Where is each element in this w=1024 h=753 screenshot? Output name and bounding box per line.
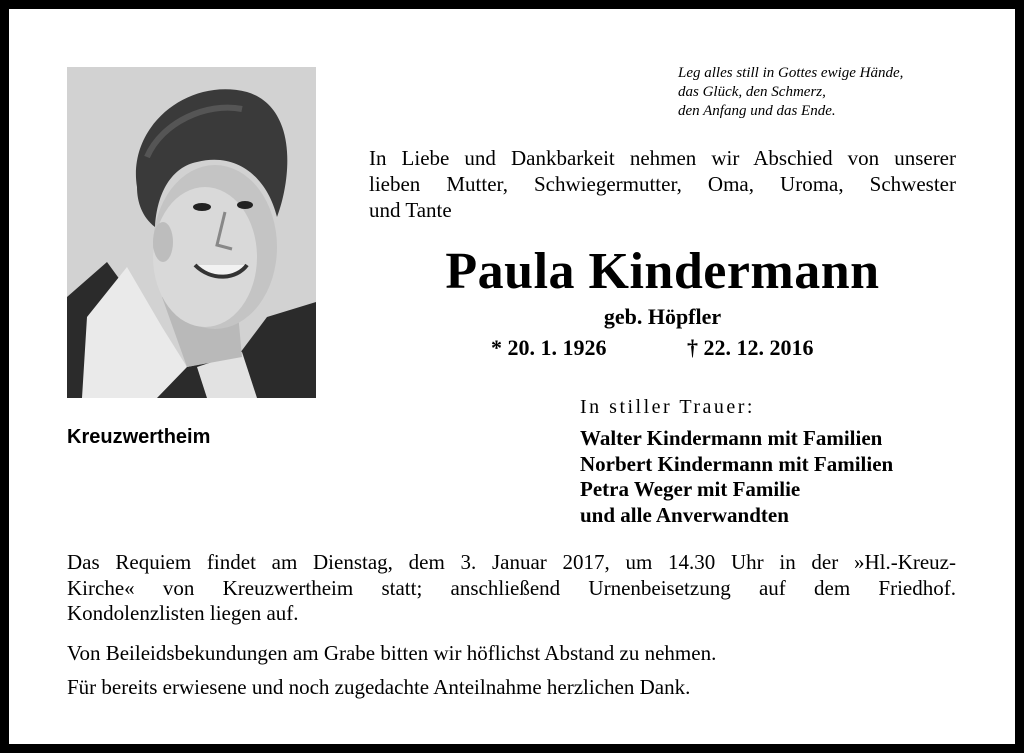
service-line: Kondolenzlisten liegen auf. xyxy=(67,601,299,625)
service-line: Das Requiem findet am Dienstag, dem 3. Januar 2017, um 14.30 Uhr in der »Hl.-Kreuz- xyxy=(67,550,956,574)
intro-line: lieben Mutter, Schwiegermutter, Oma, Uroma, Schwester xyxy=(369,172,956,196)
death-date: † 22. 12. 2016 xyxy=(687,335,814,360)
mourner-item: Walter Kindermann mit Familien xyxy=(580,426,883,450)
poem-line: das Glück, den Schmerz, xyxy=(678,84,826,100)
poem-line: Leg alles still in Gottes ewige Hände, xyxy=(678,65,904,81)
poem-line: den Anfang und das Ende. xyxy=(678,103,836,119)
mourners-list xyxy=(580,426,893,528)
mourner-item: Norbert Kindermann mit Familien xyxy=(580,451,894,476)
condolence-request: Von Beileidsbekundungen am Grabe bitten wir höflichst Abstand zu nehmen. xyxy=(67,641,717,665)
deceased-name: Paula Kindermann xyxy=(445,243,880,300)
birth-name: geb. Höpfler xyxy=(603,304,722,329)
portrait-illustration xyxy=(67,67,316,398)
intro-line: und Tante xyxy=(369,198,452,222)
birth-date: * 20. 1. 1926 xyxy=(491,335,607,360)
mourning-label: In stiller Trauer: xyxy=(580,396,755,418)
thanks-text: Für bereits erwiesene und noch zugedachte Anteilnahme herzlichen Dank. xyxy=(67,675,691,699)
intro-line: In Liebe und Dankbarkeit nehmen wir Abschied von unserer xyxy=(369,146,956,170)
service-line: Kirche« von Kreuzwertheim statt; anschließend Urnenbeisetzung auf dem Friedhof. xyxy=(67,575,956,600)
portrait-photo xyxy=(67,67,316,398)
intro-text xyxy=(369,145,956,223)
place-name: Kreuzwertheim xyxy=(67,426,211,448)
mourner-item: Petra Weger mit Familie xyxy=(580,477,801,501)
mourner-item: und alle Anverwandten xyxy=(580,502,789,527)
service-info xyxy=(67,550,956,627)
poem-verse xyxy=(678,64,978,121)
